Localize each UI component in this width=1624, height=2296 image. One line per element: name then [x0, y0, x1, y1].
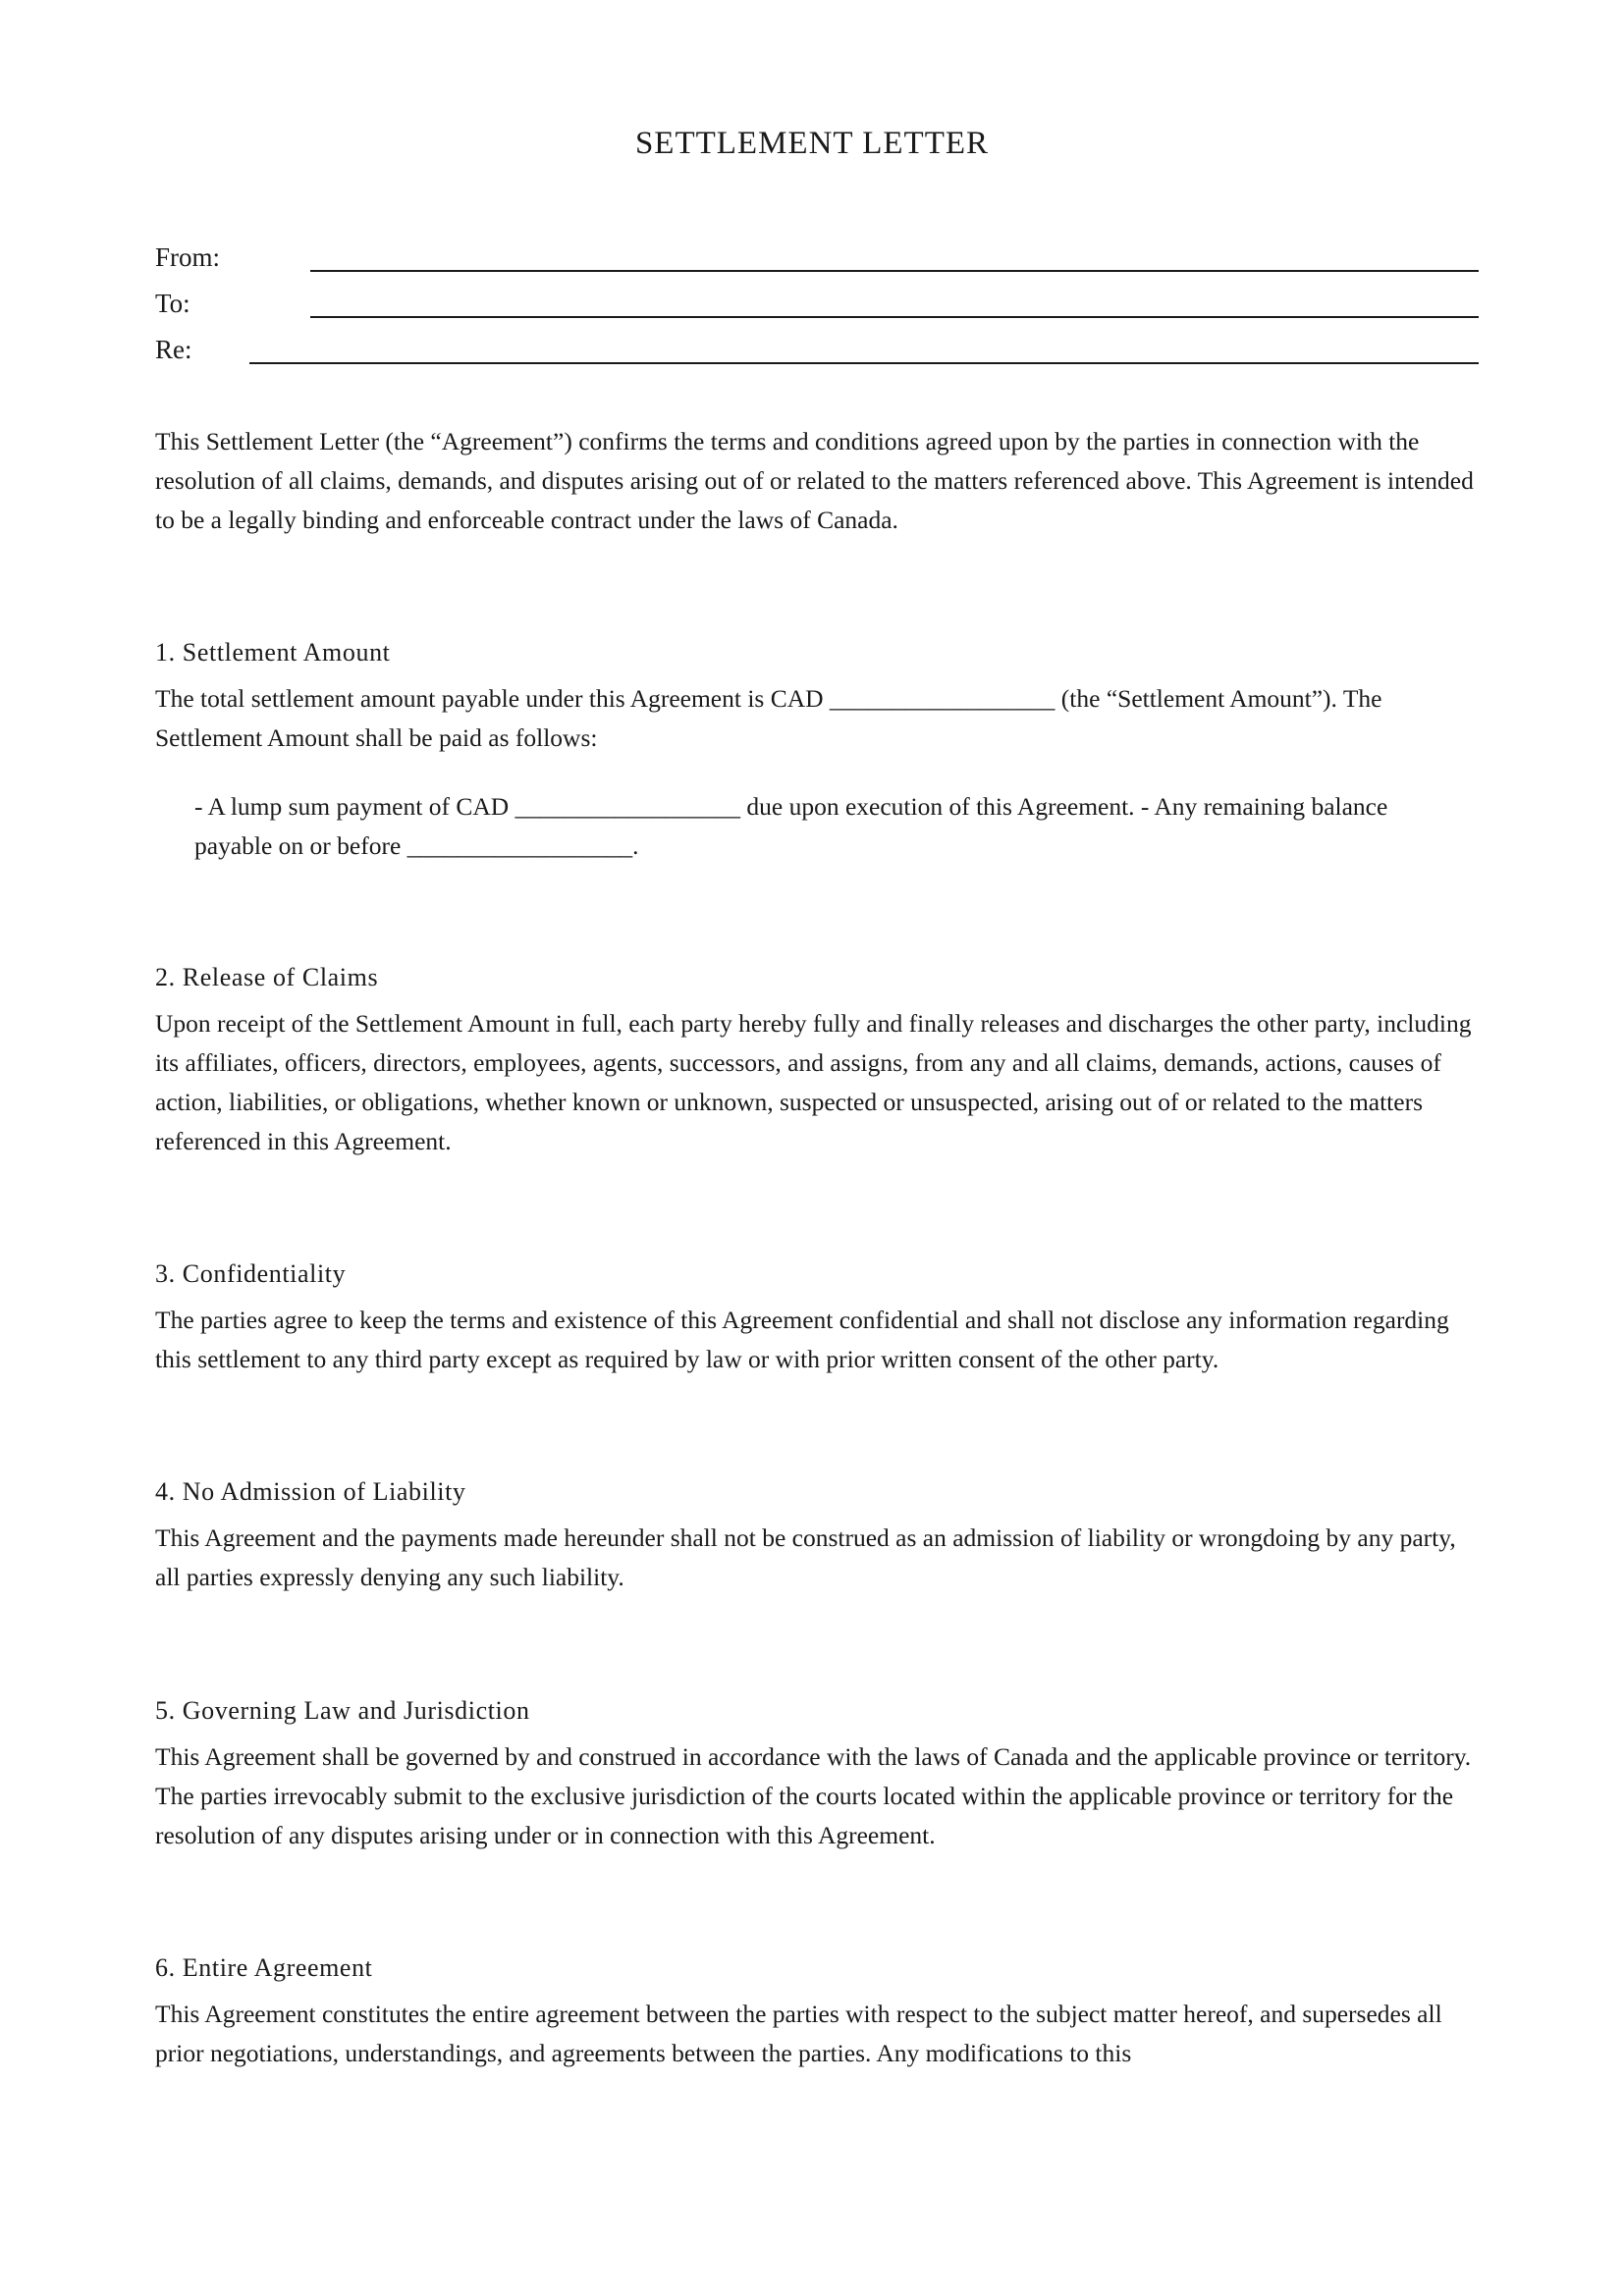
section-body-entire-agreement: This Agreement constitutes the entire agreement between the parties with respect to the subject matter hereof, and supersedes all prior negotiations, understandings, and agreements between the parties. Any modifications to this [155, 2000, 1442, 2067]
section-heading-release-of-claims: 2. Release of Claims [155, 963, 379, 991]
document-title: SETTLEMENT LETTER [634, 126, 990, 161]
from-label: From: [155, 242, 221, 272]
re-blank-line[interactable] [249, 362, 1479, 364]
to-blank-line[interactable] [310, 316, 1479, 318]
section-body-confidentiality: The parties agree to keep the terms and existence of this Agreement confidential and shall not disclose any information regarding this settlement to any third party except as required by law or with prior written consent of the other party. [155, 1306, 1449, 1373]
payment-schedule-list: - A lump sum payment of CAD __________________ due upon execution of this Agreement. - Any remaining balance payable on or before __________________. [194, 792, 1388, 860]
re-field [155, 330, 1479, 369]
section-body-governing-law: This Agreement shall be governed by and construed in accordance with the laws of Canada and the applicable province or territory. The parties irrevocably submit to the exclusive jurisdiction of the courts located within the applicable province or territory for the resolution of any disputes arising under or in connection with this Agreement. [155, 1742, 1472, 1849]
to-field [155, 284, 1479, 323]
section-heading-settlement-amount: 1. Settlement Amount [155, 638, 391, 667]
section-heading-governing-law: 5. Governing Law and Jurisdiction [155, 1696, 530, 1725]
section-body-settlement-amount: The total settlement amount payable under this Agreement is CAD __________________ (the “Settlement Amount”). The Settlement Amount shall be paid as follows: [155, 684, 1382, 752]
intro-paragraph: This Settlement Letter (the “Agreement”) confirms the terms and conditions agreed upon by the parties in connection with the resolution of all claims, demands, and disputes arising out of or related to the matters referenced above. This Agreement is intended to be a legally binding and enforceable contract under the laws of Canada. [155, 427, 1474, 534]
section-body-no-admission: This Agreement and the payments made hereunder shall not be construed as an admission of liability or wrongdoing by any party, all parties expressly denying any such liability. [155, 1523, 1456, 1591]
re-label: Re: [155, 335, 192, 364]
section-heading-no-admission: 4. No Admission of Liability [155, 1477, 466, 1506]
section-heading-confidentiality: 3. Confidentiality [155, 1259, 347, 1288]
section-body-release-of-claims: Upon receipt of the Settlement Amount in full, each party hereby fully and finally releases and discharges the other party, including its affiliates, officers, directors, employees, agents, successors, and assigns, from any and all claims, demands, actions, causes of action, liabilities, or obligations, whether known or unknown, suspected or unsuspected, arising out of or related to the matters referenced in this Agreement. [155, 1009, 1472, 1155]
to-label: To: [155, 289, 190, 318]
section-heading-entire-agreement: 6. Entire Agreement [155, 1953, 373, 1982]
from-blank-line[interactable] [310, 270, 1479, 272]
from-field [155, 238, 1479, 277]
